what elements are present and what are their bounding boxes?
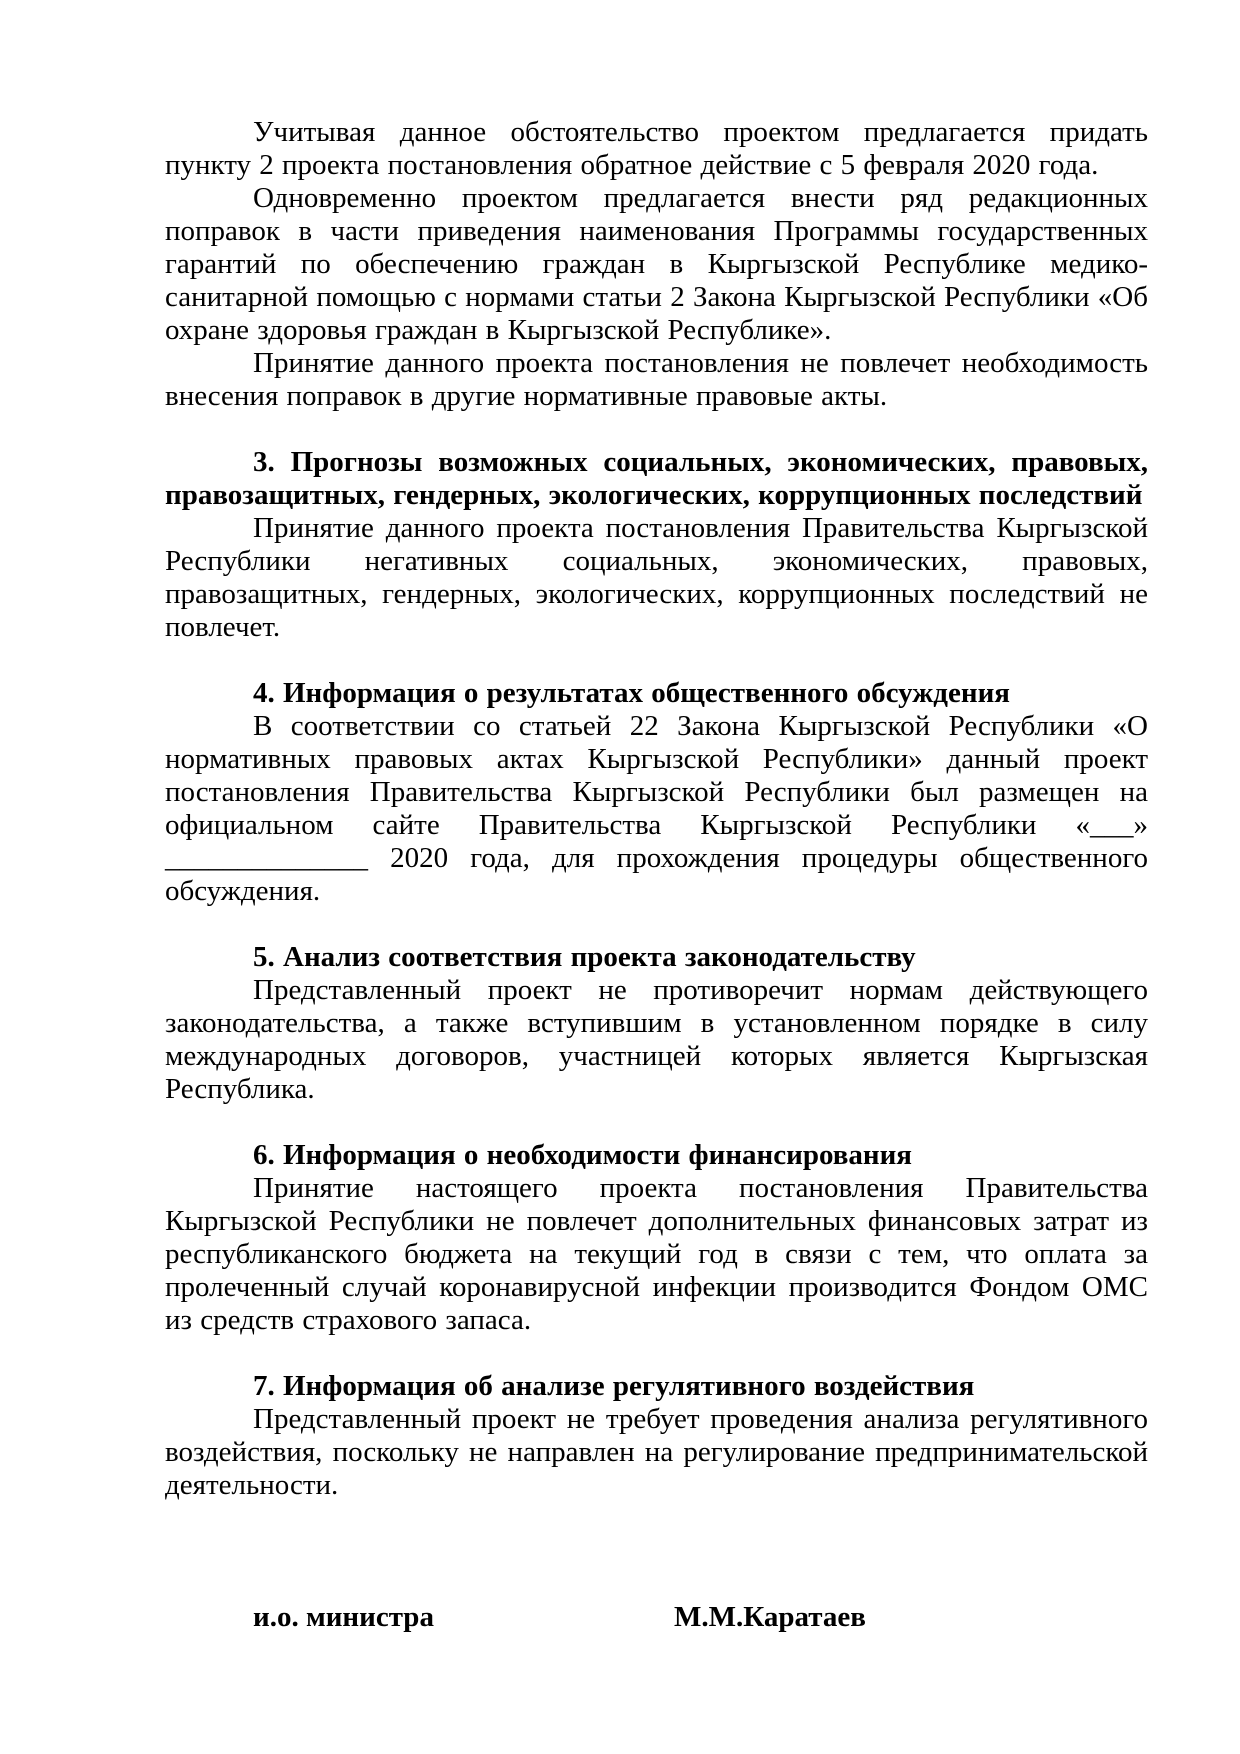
section-6-heading: 6. Информация о необходимости финансирования (253, 1139, 912, 1171)
intro-paragraph-1: Учитывая данное обстоятельство проектом предлагается придать пункту 2 проекта постановления обратное действие с 5 февраля 2020 года. (165, 116, 1148, 181)
section-7-body: Представленный проект не требует проведения анализа регулятивного воздействия, поскольку не направлен на регулирование предпринимательской деятельности. (165, 1403, 1148, 1501)
section-4-heading: 4. Информация о результатах общественного обсуждения (253, 677, 1010, 709)
section-7-heading: 7. Информация об анализе регулятивного воздействия (253, 1370, 975, 1402)
signature-role: и.о. министра (253, 1601, 434, 1633)
intro-paragraph-2: Одновременно проектом предлагается внести ряд редакционных поправок в части приведения наименования Программы государственных гарантий по обеспечению граждан в Кыргызской Республике медико-санитарной помощью с нормами статьи 2 Закона Кыргызской Республики «Об охране здоровья граждан в Кыргызской Республике». (165, 182, 1148, 346)
section-6-body: Принятие настоящего проекта постановления Правительства Кыргызской Республики не повлечет дополнительных финансовых затрат из республиканского бюджета на текущий год в связи с тем, что оплата за пролеченный случай коронавирусной инфекции производится Фондом ОМС из средств страхового запаса. (165, 1172, 1148, 1336)
section-3-heading: 3. Прогнозы возможных социальных, экономических, правовых, правозащитных, гендерных, экологических, коррупционных последствий (165, 446, 1148, 511)
intro-paragraph-3: Принятие данного проекта постановления не повлечет необходимость внесения поправок в другие нормативные правовые акты. (165, 347, 1148, 412)
signature-name: М.М.Каратаев (674, 1601, 866, 1633)
section-5-heading: 5. Анализ соответствия проекта законодательству (253, 941, 916, 973)
section-3-body: Принятие данного проекта постановления Правительства Кыргызской Республики негативных социальных, экономических, правовых, правозащитных, гендерных, экологических, коррупционных последствий не повлечет. (165, 512, 1148, 643)
section-5-body: Представленный проект не противоречит нормам действующего законодательства, а также вступившим в установленном порядке в силу международных договоров, участницей которых является Кыргызская Республика. (165, 974, 1148, 1105)
signature-row (165, 1601, 1148, 1634)
section-4-body: В соответствии со статьей 22 Закона Кыргызской Республики «О нормативных правовых актах Кыргызской Республики» данный проект постановления Правительства Кыргызской Республики был размещен на официальном сайте Правительства Кыргызской Республики «___» ______________ 2020 года, для прохождения процедуры общественного обсуждения. (165, 710, 1148, 907)
